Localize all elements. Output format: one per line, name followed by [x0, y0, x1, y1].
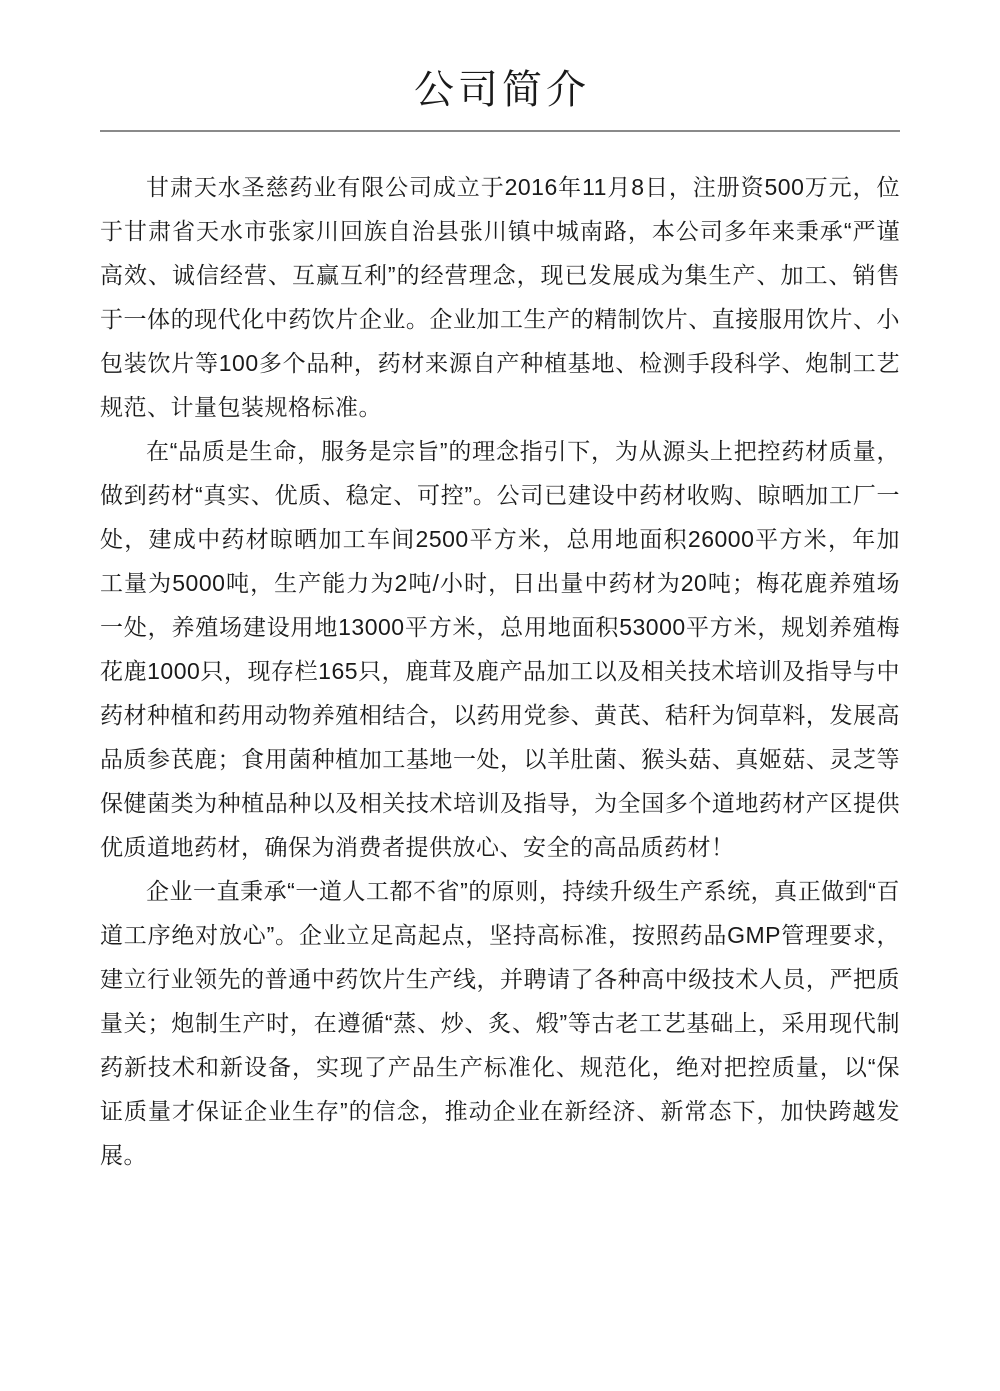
- document-body: [100, 165, 900, 1177]
- paragraph-production-principles: 企业一直秉承“一道人工都不省”的原则，持续升级生产系统，真正做到“百道工序绝对放心”。企业立足高起点，坚持高标准，按照药品GMP管理要求，建立行业领先的普通中药饮片生产线，并聘请了各种高中级技术人员，严把质量关；炮制生产时，在遵循“蒸、炒、炙、煅”等古老工艺基础上，采用现代制药新技术和新设备，实现了产品生产标准化、规范化，绝对把控质量，以“保证质量才保证企业生存”的信念，推动企业在新经济、新常态下，加快跨越发展。: [100, 878, 900, 1168]
- paragraph-quality-and-facilities: 在“品质是生命，服务是宗旨”的理念指引下，为从源头上把控药材质量，做到药材“真实、优质、稳定、可控”。公司已建设中药材收购、晾晒加工厂一处，建成中药材晾晒加工车间2500平方米，总用地面积26000平方米，年加工量为5000吨，生产能力为2吨/小时，日出量中药材为20吨；梅花鹿养殖场一处，养殖场建设用地13000平方米，总用地面积53000平方米，规划养殖梅花鹿1000只，现存栏165只，鹿茸及鹿产品加工以及相关技术培训及指导与中药材种植和药用动物养殖相结合，以药用党参、黄芪、秸秆为饲草料，发展高品质参芪鹿；食用菌种植加工基地一处，以羊肚菌、猴头菇、真姬菇、灵芝等保健菌类为种植品种以及相关技术培训及指导，为全国多个道地药材产区提供优质道地药材，确保为消费者提供放心、安全的高品质药材！: [100, 438, 900, 860]
- page-title: 公司简介: [414, 68, 590, 112]
- document-page: [100, 0, 900, 1177]
- title-divider: [100, 130, 900, 132]
- paragraph-company-overview: 甘肃天水圣慈药业有限公司成立于2016年11月8日，注册资500万元，位于甘肃省天水市张家川回族自治县张川镇中城南路，本公司多年来秉承“严谨高效、诚信经营、互赢互利”的经营理念，现已发展成为集生产、加工、销售于一体的现代化中药饮片企业。企业加工生产的精制饮片、直接服用饮片、小包装饮片等100多个品种，药材来源自产种植基地、检测手段科学、炮制工艺规范、计量包装规格标准。: [100, 174, 900, 420]
